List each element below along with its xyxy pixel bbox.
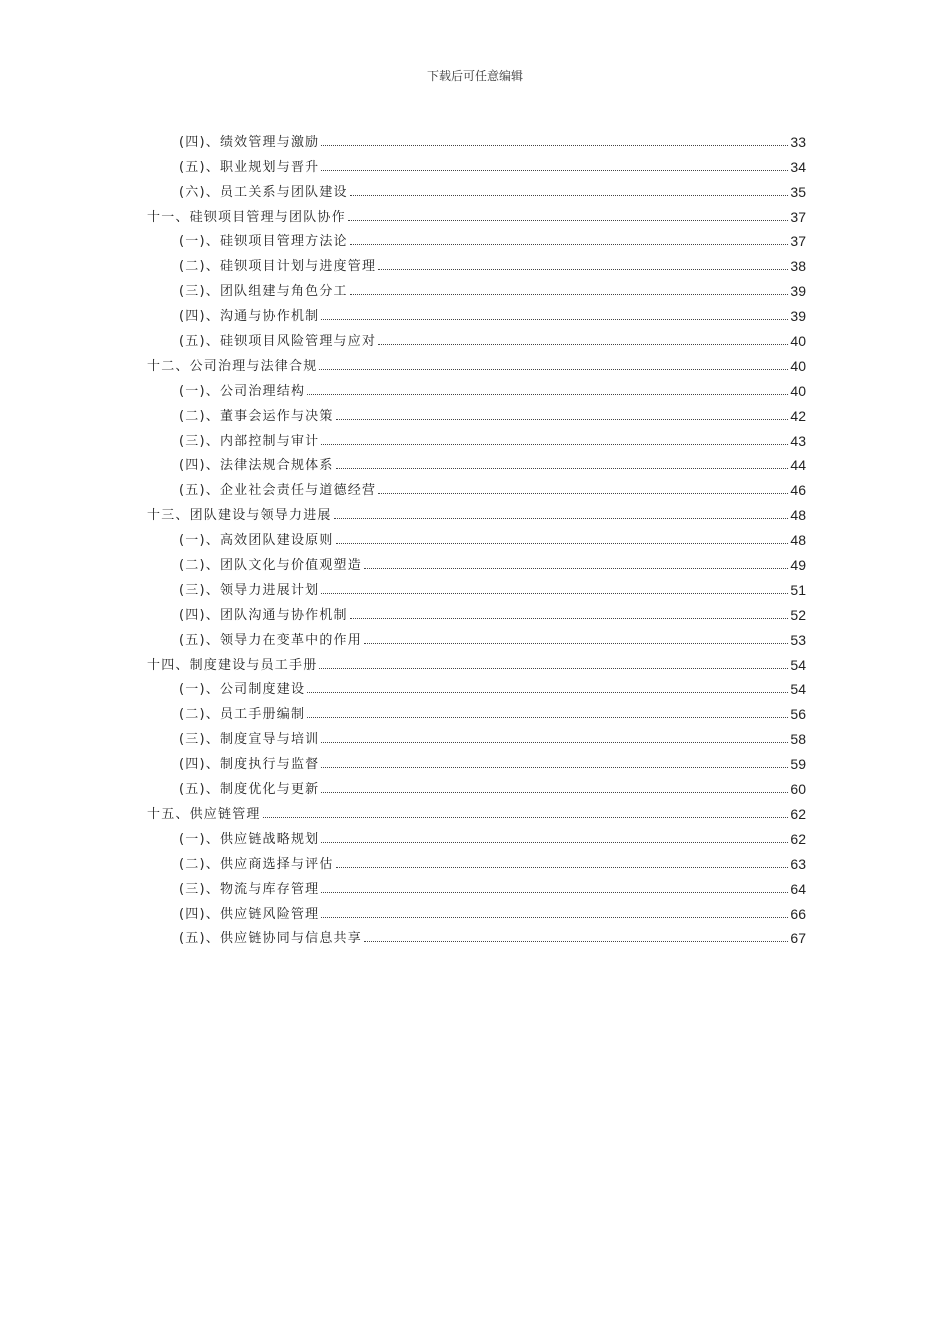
toc-entry-label: (三)、领导力进展计划	[179, 582, 320, 598]
toc-section-entry[interactable]	[147, 624, 806, 649]
toc-section-entry[interactable]	[147, 425, 806, 450]
toc-section-entry[interactable]	[147, 524, 806, 549]
toc-section-entry[interactable]	[147, 574, 806, 599]
toc-page-number: 49	[790, 557, 806, 574]
toc-page-number: 46	[790, 482, 806, 499]
toc-entry-label: (四)、绩效管理与激励	[179, 134, 320, 150]
toc-page-number: 40	[790, 333, 806, 350]
toc-dot-leader	[364, 643, 788, 644]
toc-section-entry[interactable]	[147, 126, 806, 151]
toc-dot-leader	[336, 867, 789, 868]
toc-entry-label: (二)、供应商选择与评估	[179, 856, 334, 872]
page-header: 下载后可任意编辑	[426, 69, 523, 83]
toc-page-number: 56	[790, 706, 806, 723]
toc-dot-leader	[336, 468, 789, 469]
toc-section-entry[interactable]	[147, 400, 806, 425]
toc-entry-label: (三)、物流与库存管理	[179, 881, 320, 897]
toc-entry-label: (五)、供应链协同与信息共享	[179, 931, 362, 947]
toc-page-number: 42	[790, 407, 806, 424]
toc-section-entry[interactable]	[147, 898, 806, 923]
toc-section-entry[interactable]	[147, 599, 806, 624]
toc-dot-leader	[307, 717, 788, 718]
toc-dot-leader	[350, 618, 789, 619]
toc-dot-leader	[321, 444, 788, 445]
toc-chapter-entry[interactable]	[147, 499, 806, 524]
toc-dot-leader	[350, 195, 789, 196]
toc-section-entry[interactable]	[147, 151, 806, 176]
toc-dot-leader	[263, 817, 789, 818]
toc-dot-leader	[334, 518, 789, 519]
toc-page-number: 40	[790, 382, 806, 399]
toc-page-number: 37	[790, 208, 806, 225]
toc-chapter-entry[interactable]	[147, 798, 806, 823]
toc-dot-leader	[321, 767, 788, 768]
toc-dot-leader	[350, 244, 789, 245]
toc-entry-label: (三)、内部控制与审计	[179, 433, 320, 449]
toc-section-entry[interactable]	[147, 723, 806, 748]
toc-dot-leader	[348, 220, 789, 221]
toc-dot-leader	[321, 742, 788, 743]
toc-entry-label: 十四、制度建设与员工手册	[147, 657, 318, 673]
toc-section-entry[interactable]	[147, 474, 806, 499]
toc-section-entry[interactable]	[147, 823, 806, 848]
toc-page-number: 52	[790, 606, 806, 623]
toc-dot-leader	[378, 493, 788, 494]
toc-page-number: 35	[790, 183, 806, 200]
toc-dot-leader	[321, 170, 788, 171]
toc-section-entry[interactable]	[147, 375, 806, 400]
toc-chapter-entry[interactable]	[147, 350, 806, 375]
toc-page-number: 54	[790, 656, 806, 673]
toc-entry-label: (三)、团队组建与角色分工	[179, 284, 348, 300]
toc-page-number: 44	[790, 457, 806, 474]
toc-page-number: 62	[790, 830, 806, 847]
toc-page-number: 39	[790, 308, 806, 325]
toc-dot-leader	[321, 593, 788, 594]
toc-entry-label: (一)、高效团队建设原则	[179, 533, 334, 549]
toc-dot-leader	[321, 842, 788, 843]
toc-dot-leader	[321, 792, 788, 793]
toc-entry-label: (五)、职业规划与晋升	[179, 159, 320, 175]
toc-entry-label: (四)、团队沟通与协作机制	[179, 607, 348, 623]
toc-dot-leader	[321, 319, 788, 320]
toc-dot-leader	[321, 892, 788, 893]
toc-dot-leader	[319, 369, 788, 370]
toc-page-number: 59	[790, 756, 806, 773]
toc-page-number: 38	[790, 258, 806, 275]
toc-page-number: 37	[790, 233, 806, 250]
toc-section-entry[interactable]	[147, 450, 806, 475]
toc-page-number: 58	[790, 731, 806, 748]
toc-section-entry[interactable]	[147, 250, 806, 275]
toc-entry-label: (二)、硅钡项目计划与进度管理	[179, 259, 377, 275]
toc-entry-label: (四)、法律法规合规体系	[179, 458, 334, 474]
toc-entry-label: 十一、硅钡项目管理与团队协作	[147, 209, 346, 225]
toc-dot-leader	[307, 394, 788, 395]
toc-entry-label: (五)、企业社会责任与道德经营	[179, 483, 377, 499]
toc-page-number: 33	[790, 133, 806, 150]
toc-entry-label: (二)、董事会运作与决策	[179, 408, 334, 424]
toc-page-number: 67	[790, 930, 806, 947]
toc-entry-label: (五)、制度优化与更新	[179, 782, 320, 798]
toc-section-entry[interactable]	[147, 748, 806, 773]
toc-section-entry[interactable]	[147, 873, 806, 898]
toc-dot-leader	[350, 294, 789, 295]
toc-section-entry[interactable]	[147, 923, 806, 948]
toc-page-number: 53	[790, 631, 806, 648]
toc-dot-leader	[378, 269, 788, 270]
toc-entry-label: (六)、员工关系与团队建设	[179, 184, 348, 200]
toc-section-entry[interactable]	[147, 773, 806, 798]
toc-page-number: 48	[790, 532, 806, 549]
toc-entry-label: (一)、供应链战略规划	[179, 831, 320, 847]
toc-dot-leader	[364, 941, 788, 942]
toc-dot-leader	[319, 668, 788, 669]
toc-dot-leader	[336, 419, 789, 420]
toc-entry-label: 十三、团队建设与领导力进展	[147, 508, 332, 524]
toc-dot-leader	[321, 917, 788, 918]
toc-section-entry[interactable]	[147, 226, 806, 251]
toc-dot-leader	[321, 145, 788, 146]
toc-entry-label: (三)、制度宣导与培训	[179, 732, 320, 748]
toc-section-entry[interactable]	[147, 275, 806, 300]
toc-chapter-entry[interactable]	[147, 649, 806, 674]
toc-entry-label: (五)、硅钡项目风险管理与应对	[179, 334, 377, 350]
toc-entry-label: (一)、公司制度建设	[179, 682, 306, 698]
toc-page-number: 66	[790, 905, 806, 922]
toc-entry-label: (五)、领导力在变革中的作用	[179, 632, 362, 648]
toc-entry-label: (二)、员工手册编制	[179, 707, 306, 723]
toc-dot-leader	[336, 543, 789, 544]
toc-entry-label: (四)、制度执行与监督	[179, 757, 320, 773]
toc-page-number: 34	[790, 158, 806, 175]
toc-page-number: 40	[790, 357, 806, 374]
toc-page-number: 64	[790, 880, 806, 897]
toc-page-number: 62	[790, 805, 806, 822]
toc-chapter-entry[interactable]	[147, 201, 806, 226]
toc-section-entry[interactable]	[147, 176, 806, 201]
table-of-contents	[147, 126, 806, 947]
toc-page-number: 51	[790, 581, 806, 598]
toc-section-entry[interactable]	[147, 698, 806, 723]
toc-page-number: 54	[790, 681, 806, 698]
toc-entry-label: 十二、公司治理与法律合规	[147, 358, 318, 374]
toc-section-entry[interactable]	[147, 549, 806, 574]
toc-entry-label: 十五、供应链管理	[147, 806, 261, 822]
toc-section-entry[interactable]	[147, 674, 806, 699]
toc-entry-label: (一)、硅钡项目管理方法论	[179, 234, 348, 250]
toc-page-number: 48	[790, 507, 806, 524]
toc-section-entry[interactable]	[147, 325, 806, 350]
toc-entry-label: (二)、团队文化与价值观塑造	[179, 558, 362, 574]
toc-section-entry[interactable]	[147, 848, 806, 873]
toc-page-number: 60	[790, 781, 806, 798]
toc-dot-leader	[307, 692, 788, 693]
toc-page-number: 39	[790, 283, 806, 300]
toc-entry-label: (一)、公司治理结构	[179, 383, 306, 399]
toc-page-number: 43	[790, 432, 806, 449]
toc-page-number: 63	[790, 855, 806, 872]
toc-section-entry[interactable]	[147, 300, 806, 325]
toc-entry-label: (四)、供应链风险管理	[179, 906, 320, 922]
toc-dot-leader	[364, 568, 788, 569]
toc-entry-label: (四)、沟通与协作机制	[179, 309, 320, 325]
toc-dot-leader	[378, 344, 788, 345]
